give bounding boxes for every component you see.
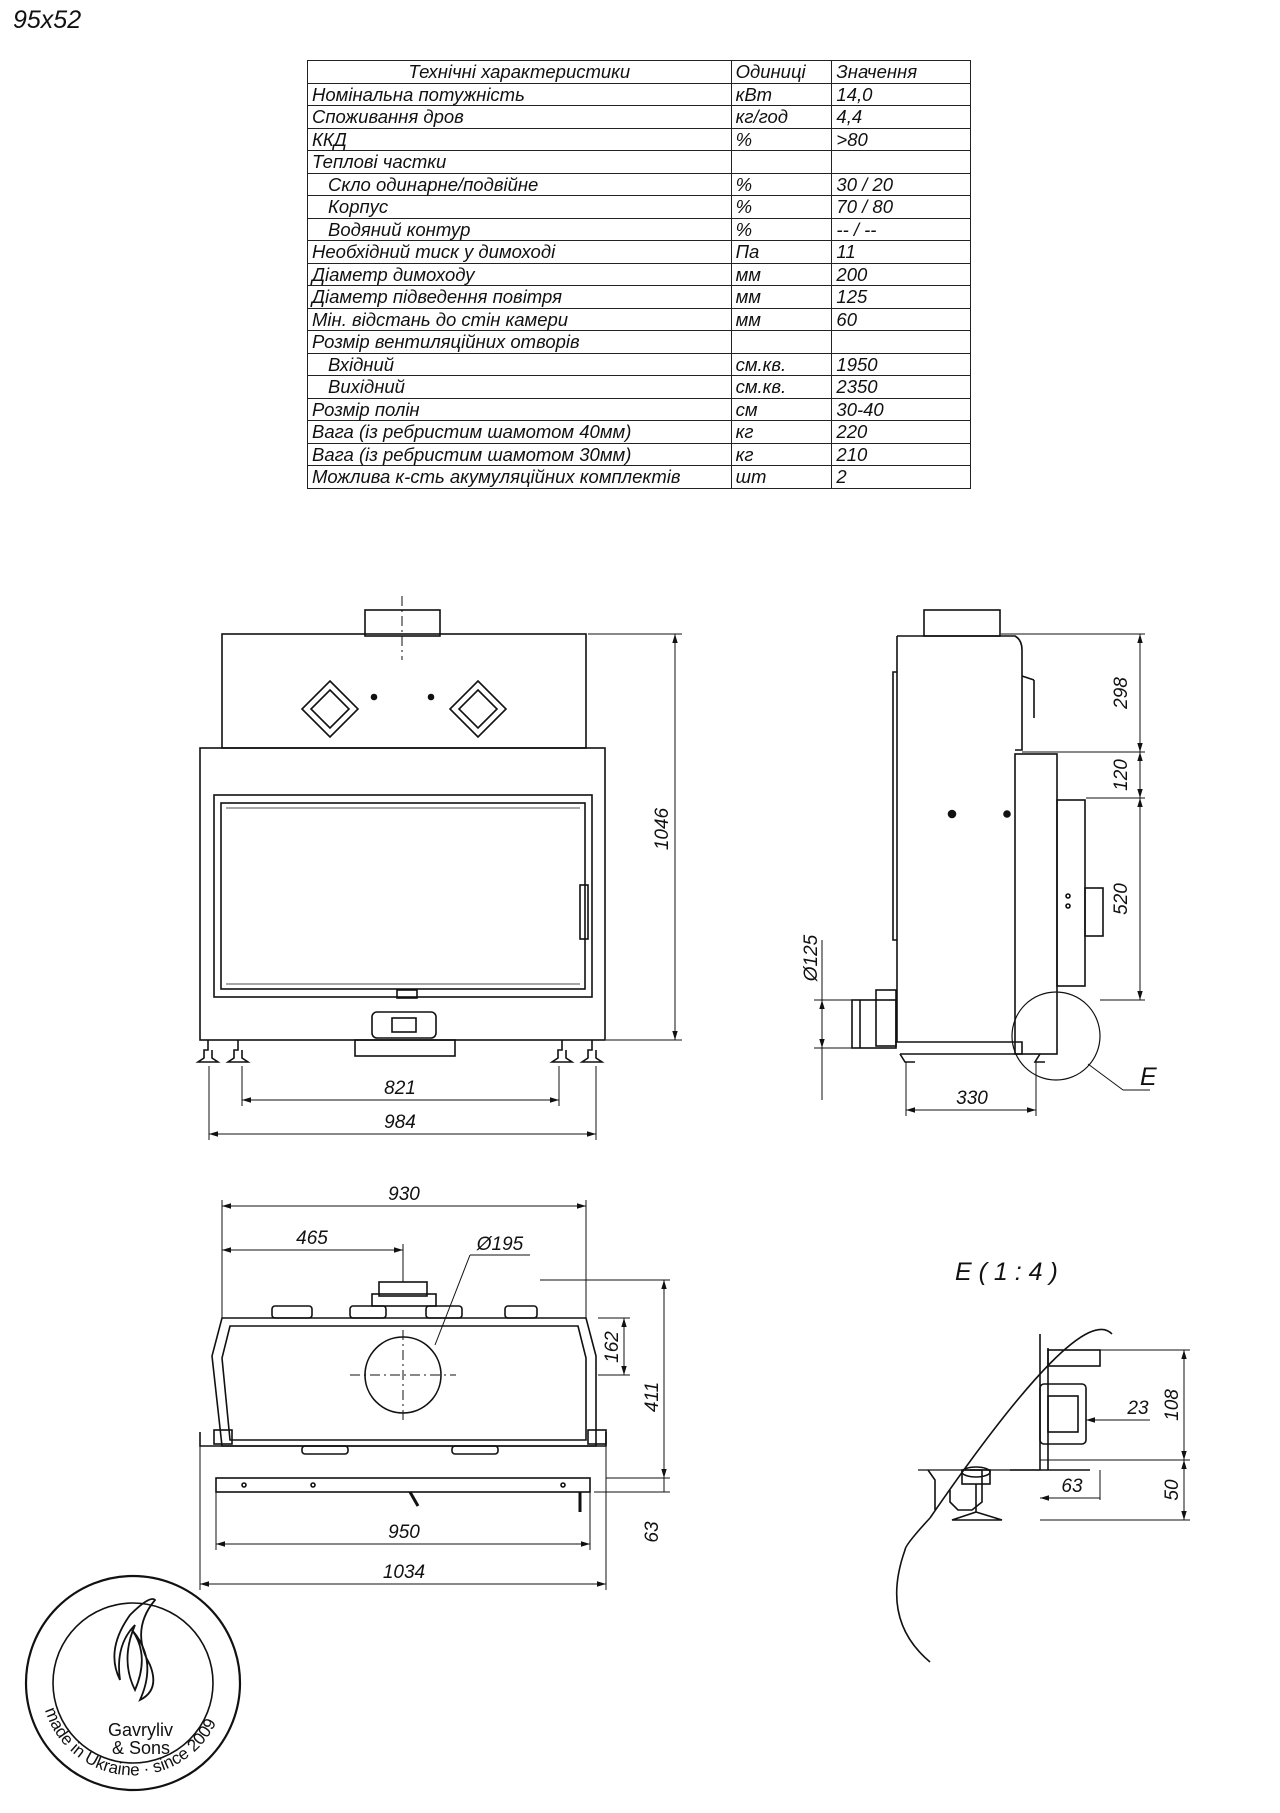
spec-name: Споживання дров <box>308 106 732 129</box>
front-door-handle <box>580 885 588 939</box>
detail-dim-108: 108 <box>1162 1389 1183 1421</box>
flame-icon <box>114 1599 155 1700</box>
spec-value: 2 <box>832 466 971 489</box>
spec-unit: шт <box>731 466 832 489</box>
front-dim-height: 1046 <box>652 807 673 851</box>
spec-unit: кг <box>731 421 832 444</box>
spec-unit: мм <box>731 286 832 309</box>
spec-unit: кг <box>731 443 832 466</box>
detail-e-callout <box>1012 992 1100 1080</box>
logo-circle-textpath: made in Ukraine · since 2009 <box>40 1704 221 1780</box>
spec-value: 4,4 <box>832 106 971 129</box>
side-flue-collar <box>924 610 1000 636</box>
specs-header-characteristics: Технічні характеристики <box>308 61 732 84</box>
spec-name: Теплові частки <box>308 151 732 174</box>
side-dim-depth: 330 <box>956 1088 988 1109</box>
spec-value: 2350 <box>832 376 971 399</box>
spec-unit: % <box>731 173 832 196</box>
side-door-handle <box>1085 888 1103 936</box>
spec-name: Водяний контур <box>308 218 732 241</box>
front-ash-tray <box>355 1040 455 1056</box>
model-label: 95x52 <box>13 6 82 34</box>
front-dim-legs: 821 <box>384 1078 416 1099</box>
spec-name: ККД <box>308 128 732 151</box>
spec-unit: % <box>731 218 832 241</box>
spec-unit: мм <box>731 263 832 286</box>
spec-value: 11 <box>832 241 971 264</box>
spec-value: 60 <box>832 308 971 331</box>
top-dim-162: 162 <box>602 1331 623 1363</box>
detail-adjuster-block <box>1040 1384 1086 1444</box>
spec-name: Необхідний тиск у димоході <box>308 241 732 264</box>
spec-value: 30 / 20 <box>832 173 971 196</box>
spec-value: 125 <box>832 286 971 309</box>
spec-name: Корпус <box>308 196 732 219</box>
front-legs <box>198 1040 602 1062</box>
side-upper-housing <box>897 636 1022 750</box>
logo-brand-line1: Gavryliv <box>108 1720 174 1740</box>
spec-value: 210 <box>832 443 971 466</box>
front-air-control <box>372 1012 436 1038</box>
spec-value: 30-40 <box>832 398 971 421</box>
spec-unit: мм <box>731 308 832 331</box>
spec-name: Скло одинарне/подвійне <box>308 173 732 196</box>
side-door <box>1057 800 1085 986</box>
spec-name: Діаметр димоходу <box>308 263 732 286</box>
spec-value: 200 <box>832 263 971 286</box>
detail-callout-label: E <box>1140 1063 1157 1091</box>
top-dim-1034: 1034 <box>382 1562 426 1583</box>
spec-name: Розмір полін <box>308 398 732 421</box>
spec-name: Розмір вентиляційних отворів <box>308 331 732 354</box>
spec-value: 1950 <box>832 353 971 376</box>
spec-unit: % <box>731 128 832 151</box>
spec-unit: % <box>731 196 832 219</box>
front-dimensions <box>209 634 682 1140</box>
top-dim-411: 411 <box>642 1381 663 1413</box>
spec-name: Вага (із ребристим шамотом 30мм) <box>308 443 732 466</box>
detail-dim-23: 23 <box>1127 1398 1149 1419</box>
spec-value: 220 <box>832 421 971 444</box>
spec-name: Вихідний <box>308 376 732 399</box>
spec-name: Вага (із ребристим шамотом 40мм) <box>308 421 732 444</box>
spec-unit: Па <box>731 241 832 264</box>
top-dim-930: 930 <box>388 1184 420 1205</box>
spec-name: Можлива к-сть акумуляційних комплектів <box>308 466 732 489</box>
specs-header-units: Одиниці <box>731 61 832 84</box>
detail-dim-63: 63 <box>1061 1476 1083 1497</box>
spec-name: Вхідний <box>308 353 732 376</box>
spec-value: -- / -- <box>832 218 971 241</box>
side-dim-gap: 120 <box>1111 759 1132 791</box>
top-dim-465: 465 <box>296 1228 328 1249</box>
side-dim-top: 298 <box>1111 677 1132 709</box>
spec-unit: см.кв. <box>731 376 832 399</box>
front-dim-width: 984 <box>384 1112 416 1133</box>
spec-value: >80 <box>832 128 971 151</box>
front-view <box>198 596 605 1062</box>
top-dim-63: 63 <box>642 1521 663 1543</box>
side-view <box>852 610 1150 1090</box>
top-view <box>200 1282 606 1512</box>
spec-name: Мін. відстань до стін камери <box>308 308 732 331</box>
front-upper-housing <box>222 634 586 748</box>
front-vent-left <box>302 681 358 737</box>
detail-title: E ( 1 : 4 ) <box>955 1258 1058 1286</box>
side-air-inlet <box>852 1000 896 1048</box>
spec-value: 70 / 80 <box>832 196 971 219</box>
specs-header-values: Значення <box>832 61 971 84</box>
side-dimensions <box>814 634 1145 1116</box>
spec-unit: см <box>731 398 832 421</box>
spec-name: Номінальна потужність <box>308 83 732 106</box>
detail-dim-50: 50 <box>1162 1479 1183 1501</box>
spec-unit: см.кв. <box>731 353 832 376</box>
top-dim-flue: Ø195 <box>476 1234 524 1255</box>
spec-value: 14,0 <box>832 83 971 106</box>
front-door-glass <box>221 803 585 989</box>
spec-name: Діаметр підведення повітря <box>308 286 732 309</box>
side-dim-door: 520 <box>1111 883 1132 915</box>
logo-brand-line2: & Sons <box>112 1738 171 1758</box>
spec-unit: кВт <box>731 83 832 106</box>
spec-unit: кг/год <box>731 106 832 129</box>
top-dim-950: 950 <box>388 1522 420 1543</box>
side-dim-air: Ø125 <box>801 934 822 982</box>
front-vent-right <box>450 681 506 737</box>
front-door-frame <box>214 795 592 997</box>
top-front-frame <box>216 1478 590 1492</box>
